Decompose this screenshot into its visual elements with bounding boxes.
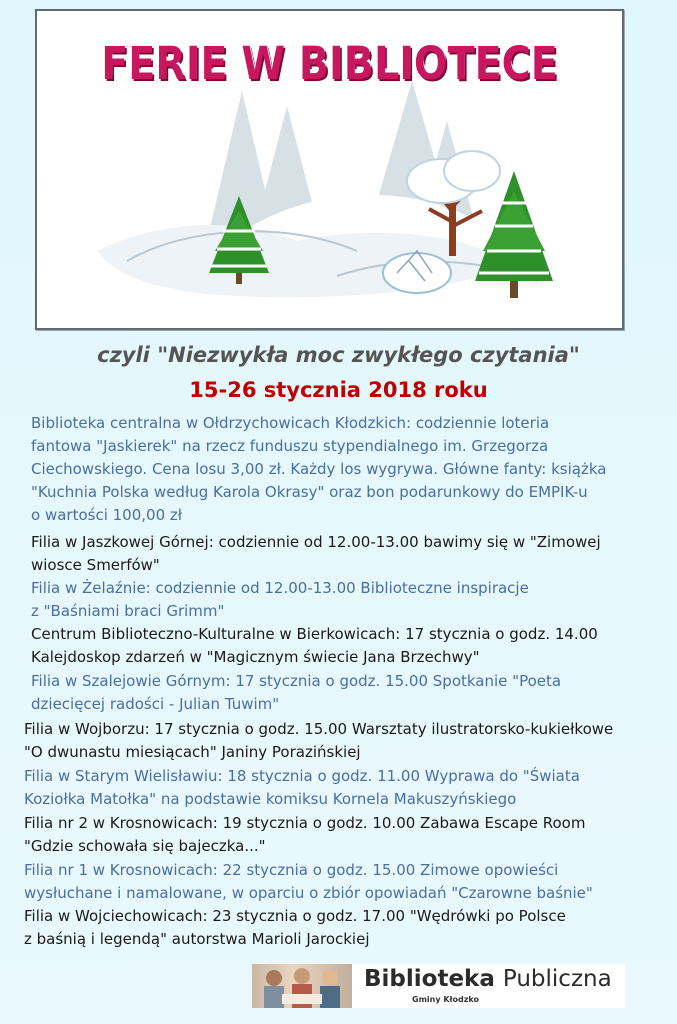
entry-zelazno xyxy=(31,577,529,623)
banner-illustration xyxy=(35,9,624,330)
entry-jaszkowa xyxy=(31,531,601,577)
subtitle: czyli "Niezwykła moc zwykłego czytania" xyxy=(97,343,580,367)
entry-wojborz xyxy=(24,718,613,764)
entry-line: Filia w Wojborzu: 17 stycznia o godz. 15.00 Warsztaty ilustratorsko-kukiełkowe xyxy=(24,720,614,738)
entry-line: "O dwunastu miesiącach" Janiny Porazińskiej xyxy=(24,743,361,761)
entry-line: Kalejdoskop zdarzeń w "Magicznym świecie Jana Brzechwy" xyxy=(31,648,480,666)
entry-line: dziecięcej radości - Julian Tuwim" xyxy=(31,695,280,713)
entry-line: Biblioteka centralna w Ołdrzychowicach Kłodzkich: codziennie loteria xyxy=(31,414,550,432)
entry-line: o wartości 100,00 zł xyxy=(31,506,183,524)
logo-word-biblioteka: Biblioteka xyxy=(364,966,495,992)
library-logo xyxy=(252,964,625,1008)
banner-title: FERIE W BIBLIOTECE xyxy=(101,37,558,90)
entry-line: Filia w Jaszkowej Górnej: codziennie od 12.00-13.00 bawimy się w "Zimowej xyxy=(31,533,601,551)
entry-szalejow xyxy=(31,670,561,716)
entry-wojciechowice xyxy=(24,905,566,951)
entry-line: wysłuchane i namalowane, w oparciu o zbiór opowiadań "Czarowne baśnie" xyxy=(24,884,593,902)
entry-line: Filia nr 2 w Krosnowicach: 19 stycznia o godz. 10.00 Zabawa Escape Room xyxy=(24,814,586,832)
entry-krosnowice-1 xyxy=(24,859,593,905)
event-dates: 15-26 stycznia 2018 roku xyxy=(189,378,488,402)
entry-line: Koziołka Matołka" na podstawie komiksu Kornela Makuszyńskiego xyxy=(24,790,517,808)
children-reading-photo xyxy=(252,964,352,1008)
entry-line: fantowa "Jaskierek" na rzecz funduszu stypendialnego im. Grzegorza xyxy=(31,437,549,455)
entry-line: Centrum Biblioteczno-Kulturalne w Bierkowicach: 17 stycznia o godz. 14.00 xyxy=(31,625,598,643)
entry-line: z baśnią i legendą" autorstwa Marioli Jarockiej xyxy=(24,930,370,948)
entry-stary-wielislaw xyxy=(24,765,580,811)
entry-line: Filia nr 1 w Krosnowicach: 22 stycznia o godz. 15.00 Zimowe opowieści xyxy=(24,861,559,879)
logo-subtitle: Gminy Kłodzko xyxy=(412,995,479,1004)
entry-line: "Kuchnia Polska według Karola Okrasy" oraz bon podarunkowy do EMPIK-u xyxy=(31,483,588,501)
logo-word-publiczna: Publiczna xyxy=(502,966,612,992)
logo-title xyxy=(364,966,612,992)
entry-krosnowice-2 xyxy=(24,812,585,858)
entry-line: Filia w Szalejowie Górnym: 17 stycznia o godz. 15.00 Spotkanie "Poeta xyxy=(31,672,562,690)
entry-line: "Gdzie schowała się bajeczka..." xyxy=(24,837,266,855)
entry-line: wiosce Smerfów" xyxy=(31,556,160,574)
entry-line: Filia w Wojciechowicach: 23 stycznia o godz. 17.00 "Wędrówki po Polsce xyxy=(24,907,566,925)
entry-bierkowice xyxy=(31,623,598,669)
entry-line: Ciechowskiego. Cena losu 3,00 zł. Każdy los wygrywa. Główne fanty: książka xyxy=(31,460,607,478)
entry-line: Filia w Starym Wielisławiu: 18 stycznia o godz. 11.00 Wyprawa do "Świata xyxy=(24,767,580,785)
entry-line: Filia w Żelaźnie: codziennie od 12.00-13.00 Biblioteczne inspiracje xyxy=(31,579,529,597)
entry-olrzychowice xyxy=(31,412,606,527)
entry-line: z "Baśniami braci Grimm" xyxy=(31,602,225,620)
